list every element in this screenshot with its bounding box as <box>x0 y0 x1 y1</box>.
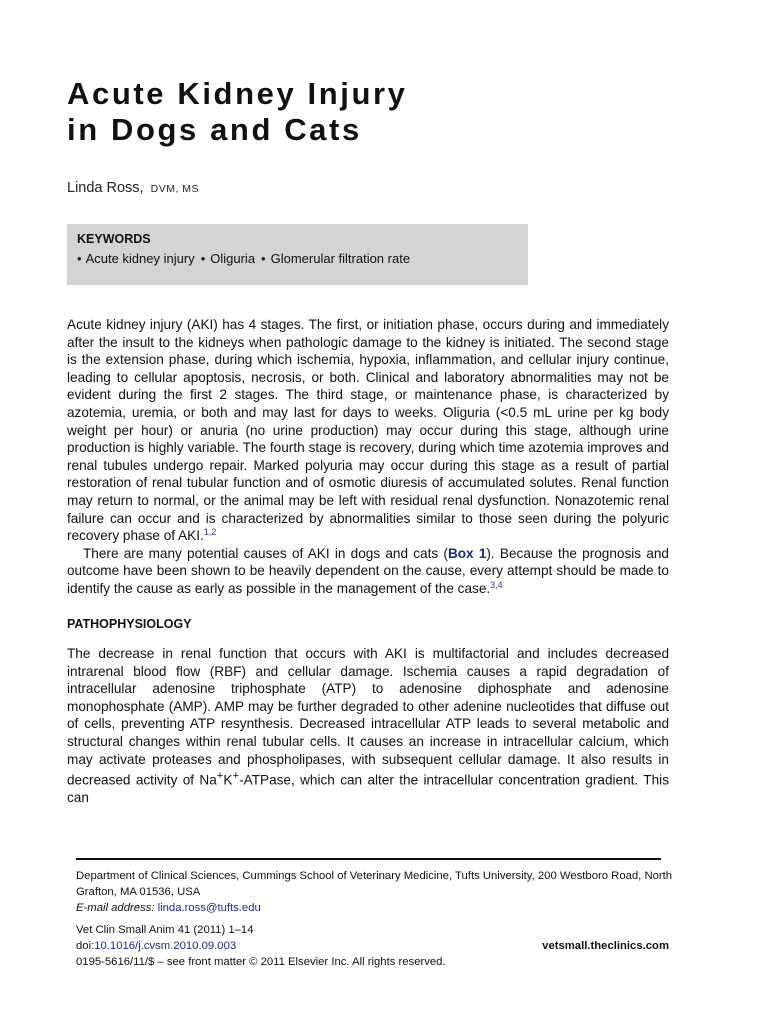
keywords-heading: KEYWORDS <box>77 232 151 246</box>
superscript-plus: + <box>216 770 224 783</box>
keyword-item: Acute kidney injury <box>85 251 195 266</box>
reference-link[interactable]: 1,2 <box>203 527 217 538</box>
author-name: Linda Ross, <box>67 180 144 196</box>
footnote-divider <box>76 858 661 860</box>
email-link[interactable]: linda.ross@tufts.edu <box>157 902 261 914</box>
body-paragraph-1 <box>67 316 669 545</box>
keywords-list <box>77 251 518 266</box>
body-paragraph-2 <box>67 545 669 598</box>
superscript-plus: + <box>232 770 240 783</box>
body-paragraph-2-end: ). Because the prognosis and outcome have been shown to be heavily dependent on the cause, every attempt should be made to identify the cause as early as possible in the management of the case. <box>67 545 669 596</box>
article-title-line-1: Acute Kidney Injury <box>67 76 408 111</box>
keywords-box <box>67 224 528 285</box>
body-paragraph-1-text: Acute kidney injury (AKI) has 4 stages. The first, or initiation phase, occurs during and immediately after the insult to the kidneys when pathologic damage to the kidney is initiated. The second stage is the extension phase, during which ischemia, hypoxia, inflammation, and cellular injury continue, leading to cellular apoptosis, necrosis, or both. Clinical and laboratory abnormalities may not be evident during the first 2 stages. The third stage, or maintenance phase, is characterized by azotemia, uremia, or both and may last for days to weeks. Oliguria (<0.5 mL urine per kg body weight per hour) or anuria (no urine production) may occur during this stage, although urine production is highly variable. The fourth stage is recovery, during which time azotemia improves and renal tubules undergo repair. Marked polyuria may occur during this stage as a result of partial restoration of renal tubular function and of osmotic diuresis of accumulated solutes. Renal function may return to normal, or the animal may be left with residual renal dysfunction. Nonazotemic renal failure can occur and is characterized by abnormalities similar to those seen during the polyuric recovery phase of AKI. <box>67 317 669 544</box>
affiliation-text: Department of Clinical Sciences, Cummings School of Veterinary Medicine, Tufts University, 200 Westboro Road, North Grafton, MA 01536, USA <box>76 870 673 898</box>
author-degrees: DVM, MS <box>150 183 200 195</box>
body-paragraph-3-start: The decrease in renal function that occurs with AKI is multifactorial and includes decreased intrarenal blood flow (RBF) and cellular damage. Ischemia causes a rapid degradation of intracellular adenosine triphosphate (ATP) to adenosine diphosphate and adenosine monophosphate (AMP). AMP may be further degraded to other adenine nucleotides that diffuse out of cells, preventing ATP resynthesis. Decreased intracellular ATP leads to several metabolic and structural changes within renal tubular cells. It causes an increase in intracellular calcium, which may activate proteases and phospholipases, with subsequent cellular damage. It also results in decreased activity of Na <box>67 646 669 788</box>
affiliation-footnote <box>76 868 676 916</box>
article-title-line-2: in Dogs and Cats <box>67 112 362 147</box>
article-title <box>67 76 408 148</box>
doi-label: doi: <box>76 940 95 952</box>
body-paragraph-2-start: There are many potential causes of AKI in dogs and cats ( <box>83 545 448 561</box>
bullet-icon: • <box>77 251 82 266</box>
citation-block <box>76 922 669 970</box>
email-label: E-mail address: <box>76 902 155 914</box>
journal-url-link[interactable]: vetsmall.theclinics.com <box>542 940 669 952</box>
body-paragraph-3 <box>67 645 669 807</box>
reference-link[interactable]: 3,4 <box>490 579 503 590</box>
bullet-icon: • <box>200 251 206 266</box>
body-paragraph-3-end: -ATPase, which can alter the intracellular concentration gradient. This can <box>67 772 669 806</box>
box-1-link[interactable]: Box 1 <box>447 545 487 561</box>
body-paragraph-3-mid: K <box>223 772 233 788</box>
section-heading-pathophysiology: PATHOPHYSIOLOGY <box>67 616 192 631</box>
bullet-icon: • <box>261 251 266 266</box>
article-body <box>67 316 669 807</box>
doi-link[interactable]: 10.1016/j.cvsm.2010.09.003 <box>94 940 237 952</box>
copyright-line: 0195-5616/11/$ – see front matter © 2011 Elsevier Inc. All rights reserved. <box>76 956 446 968</box>
email-row <box>76 900 676 916</box>
keyword-item: Glomerular filtration rate <box>270 251 411 266</box>
author-line <box>67 180 199 196</box>
keyword-item: Oliguria <box>210 251 256 266</box>
doi-row <box>76 938 669 954</box>
journal-citation: Vet Clin Small Anim 41 (2011) 1–14 <box>76 924 254 936</box>
